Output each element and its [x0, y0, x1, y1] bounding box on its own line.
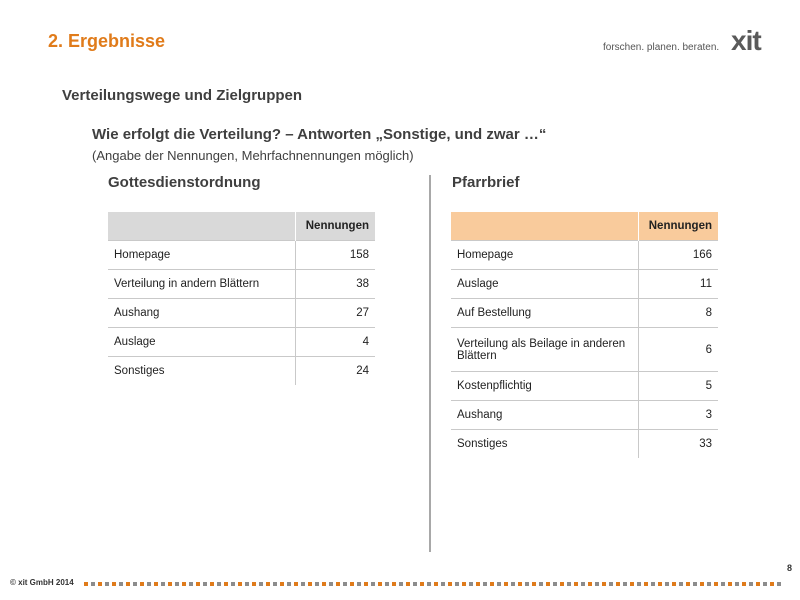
- footer-dot: [476, 582, 480, 586]
- gottesdienstordnung-table: [108, 212, 375, 385]
- header-label-cell: [451, 212, 638, 241]
- footer-dot: [749, 582, 753, 586]
- table-row: [451, 372, 718, 401]
- footer-dot: [462, 582, 466, 586]
- row-value: 4: [295, 328, 375, 357]
- table-row: [451, 430, 718, 459]
- footer-dot: [616, 582, 620, 586]
- footer-dot: [378, 582, 382, 586]
- footer-dot: [175, 582, 179, 586]
- footer-dot: [245, 582, 249, 586]
- footer-dot: [623, 582, 627, 586]
- table-row: [108, 299, 375, 328]
- footer-dot: [98, 582, 102, 586]
- footer-dot: [329, 582, 333, 586]
- row-label: Auf Bestellung: [451, 299, 638, 328]
- footer-dot: [91, 582, 95, 586]
- footer-dot: [196, 582, 200, 586]
- footer-dot: [315, 582, 319, 586]
- footer-dot: [756, 582, 760, 586]
- row-label: Aushang: [108, 299, 295, 328]
- footer-dot: [105, 582, 109, 586]
- section-title: 2. Ergebnisse: [48, 31, 166, 51]
- footer-dot: [637, 582, 641, 586]
- footer-dot: [147, 582, 151, 586]
- footer-dot: [567, 582, 571, 586]
- footer-dot: [679, 582, 683, 586]
- row-label: Kostenpflichtig: [451, 372, 638, 401]
- column-divider: [429, 175, 431, 552]
- company-logo: xit: [731, 25, 761, 56]
- footer-dot: [399, 582, 403, 586]
- footer-dot: [420, 582, 424, 586]
- table-row: [451, 401, 718, 430]
- row-value: 5: [638, 372, 718, 401]
- footer-dot: [112, 582, 116, 586]
- question-heading: Wie erfolgt die Verteilung? – Antworten „Sonstige, und zwar …“: [92, 126, 547, 143]
- footer-dot: [357, 582, 361, 586]
- footer-dot: [161, 582, 165, 586]
- footer-dot: [644, 582, 648, 586]
- footer-dot: [630, 582, 634, 586]
- table-row: [108, 270, 375, 299]
- footer-dot: [525, 582, 529, 586]
- footer-dot: [742, 582, 746, 586]
- footer-dot: [763, 582, 767, 586]
- footer-dot: [266, 582, 270, 586]
- footer-dot: [294, 582, 298, 586]
- table-row: [451, 328, 718, 372]
- footer-dot: [588, 582, 592, 586]
- table-row: [108, 357, 375, 386]
- footer-dot: [686, 582, 690, 586]
- nennungen-header: Nennungen: [638, 212, 718, 241]
- left-table-title: Gottesdienstordnung: [108, 174, 261, 191]
- footer-dot: [336, 582, 340, 586]
- footer-dot: [224, 582, 228, 586]
- footer-dot-line: [84, 582, 794, 587]
- footer-dot: [560, 582, 564, 586]
- footer-dot: [189, 582, 193, 586]
- footer-dot: [322, 582, 326, 586]
- footer-dot: [602, 582, 606, 586]
- footer-dot: [714, 582, 718, 586]
- footer-dot: [770, 582, 774, 586]
- header-label-cell: [108, 212, 295, 241]
- footer-dot: [609, 582, 613, 586]
- footer-dot: [231, 582, 235, 586]
- footer-dot: [539, 582, 543, 586]
- footer-dot: [693, 582, 697, 586]
- footer-dot: [427, 582, 431, 586]
- row-label: Auslage: [108, 328, 295, 357]
- footer-dot: [203, 582, 207, 586]
- footer-dot: [308, 582, 312, 586]
- footer-dot: [581, 582, 585, 586]
- row-value: 166: [638, 241, 718, 270]
- footer-dot: [595, 582, 599, 586]
- row-value: 3: [638, 401, 718, 430]
- company-tagline: forschen. planen. beraten.: [603, 42, 720, 53]
- footer-dot: [490, 582, 494, 586]
- row-value: 11: [638, 270, 718, 299]
- table-row: [451, 299, 718, 328]
- footer-dot: [448, 582, 452, 586]
- footer-dot: [273, 582, 277, 586]
- footer-dot: [735, 582, 739, 586]
- footer-dot: [343, 582, 347, 586]
- footer-dot: [364, 582, 368, 586]
- footer-dot: [126, 582, 130, 586]
- footer-dot: [84, 582, 88, 586]
- footer-dot: [455, 582, 459, 586]
- footer-dot: [238, 582, 242, 586]
- question-note: (Angabe der Nennungen, Mehrfachnennungen möglich): [92, 148, 414, 163]
- footer-dot: [728, 582, 732, 586]
- footer-dot: [721, 582, 725, 586]
- footer-dot: [483, 582, 487, 586]
- footer-dot: [665, 582, 669, 586]
- slide-subtitle: Verteilungswege und Zielgruppen: [62, 87, 303, 104]
- footer-dot: [287, 582, 291, 586]
- footer-dot: [280, 582, 284, 586]
- footer-dot: [504, 582, 508, 586]
- pfarrbrief-table: [451, 212, 718, 458]
- footer-dot: [532, 582, 536, 586]
- nennungen-header: Nennungen: [295, 212, 375, 241]
- footer-dot: [434, 582, 438, 586]
- row-label: Sonstiges: [108, 357, 295, 386]
- footer-dot: [371, 582, 375, 586]
- table-row: [451, 241, 718, 270]
- footer-dot: [392, 582, 396, 586]
- footer-dot: [441, 582, 445, 586]
- footer-dot: [301, 582, 305, 586]
- footer-dot: [154, 582, 158, 586]
- right-table-title: Pfarrbrief: [452, 174, 520, 191]
- row-value: 33: [638, 430, 718, 459]
- footer-dot: [252, 582, 256, 586]
- footer-dot: [182, 582, 186, 586]
- row-label: Aushang: [451, 401, 638, 430]
- footer-dot: [406, 582, 410, 586]
- footer-dot: [140, 582, 144, 586]
- row-label: Verteilung in andern Blättern: [108, 270, 295, 299]
- page-number: 8: [787, 563, 793, 573]
- row-label: Sonstiges: [451, 430, 638, 459]
- row-label: Verteilung als Beilage in anderen Blättern: [451, 328, 638, 372]
- footer-dot: [518, 582, 522, 586]
- footer-dot: [777, 582, 781, 586]
- row-value: 8: [638, 299, 718, 328]
- footer-dot: [413, 582, 417, 586]
- footer-dot: [497, 582, 501, 586]
- footer-dot: [469, 582, 473, 586]
- row-label: Auslage: [451, 270, 638, 299]
- row-value: 27: [295, 299, 375, 328]
- table-row: [108, 241, 375, 270]
- footer-dot: [350, 582, 354, 586]
- footer-dot: [707, 582, 711, 586]
- row-value: 158: [295, 241, 375, 270]
- footer-dot: [168, 582, 172, 586]
- row-value: 6: [638, 328, 718, 372]
- footer-dot: [217, 582, 221, 586]
- footer-dot: [511, 582, 515, 586]
- footer-dot: [385, 582, 389, 586]
- footer-dot: [553, 582, 557, 586]
- copyright-notice: © xit GmbH 2014: [10, 578, 74, 587]
- footer-dot: [210, 582, 214, 586]
- table-row: [108, 328, 375, 357]
- row-label: Homepage: [451, 241, 638, 270]
- footer-dot: [658, 582, 662, 586]
- row-label: Homepage: [108, 241, 295, 270]
- footer-dot: [546, 582, 550, 586]
- footer-dot: [672, 582, 676, 586]
- footer-dot: [700, 582, 704, 586]
- footer-dot: [259, 582, 263, 586]
- row-value: 38: [295, 270, 375, 299]
- footer-dot: [651, 582, 655, 586]
- row-value: 24: [295, 357, 375, 386]
- footer-dot: [119, 582, 123, 586]
- footer-dot: [574, 582, 578, 586]
- table-row: [451, 270, 718, 299]
- footer-dot: [133, 582, 137, 586]
